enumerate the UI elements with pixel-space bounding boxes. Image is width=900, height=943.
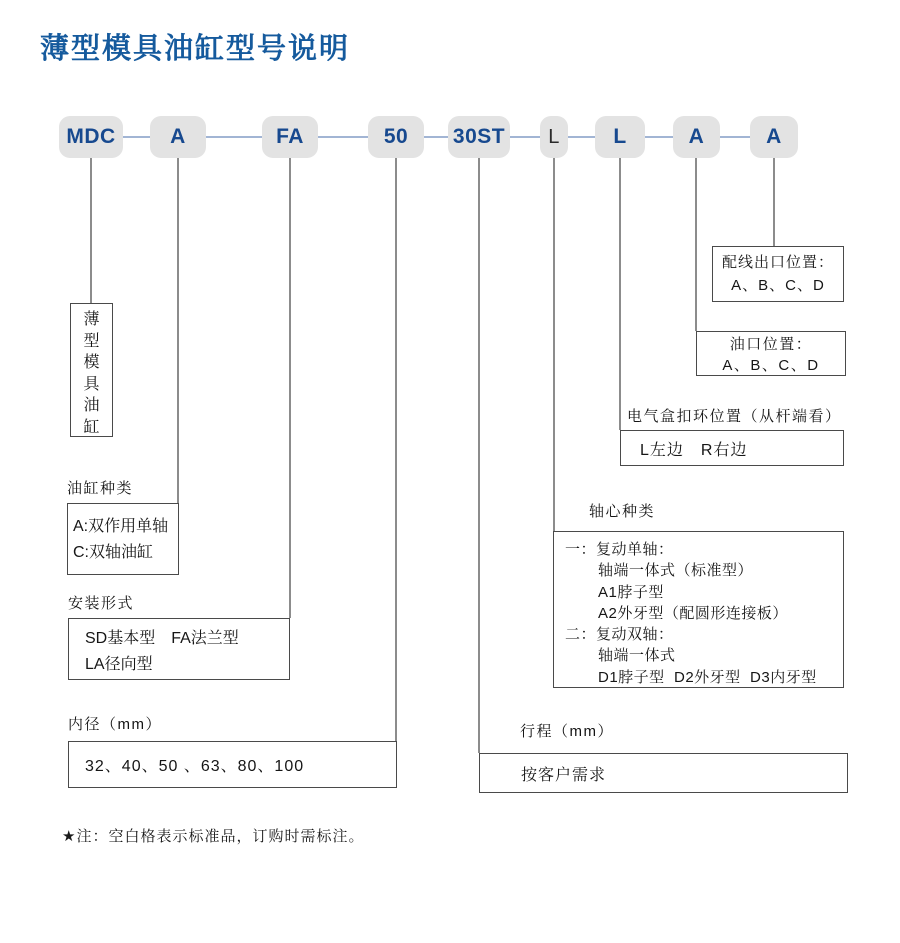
- shaft-label: 轴心种类: [589, 503, 656, 520]
- shaft-option: 一：复动单轴：: [565, 541, 674, 558]
- code-box-series: MDC: [59, 116, 123, 158]
- code-box-bore: 50: [368, 116, 424, 158]
- drop-line-mount: [289, 158, 291, 618]
- drop-line-stroke: [478, 158, 480, 753]
- shaft-option: A1脖子型: [598, 583, 664, 601]
- drop-line-cylinder-kind: [177, 158, 179, 503]
- bore-values: 32、40、50 、63、80、100: [85, 758, 305, 775]
- port-position-options: A、B、C、D: [722, 357, 820, 374]
- stroke-value: 按客户需求: [521, 766, 607, 784]
- shaft-option: 二：复动双轴：: [565, 626, 674, 644]
- mount-option: LA径向型: [85, 656, 153, 673]
- shaft-option: 轴端一体式: [598, 647, 676, 665]
- port-position-title: 油口位置：: [729, 336, 813, 353]
- code-box-port-position: A: [673, 116, 720, 158]
- cylinder-kind-option: A:双作用单轴: [73, 518, 169, 535]
- bore-label: 内径（mm）: [68, 716, 162, 733]
- wire-outlet-box: [712, 246, 844, 302]
- stroke-box: [479, 753, 848, 793]
- drop-line-ring-position: [619, 158, 621, 430]
- series-description-box: [70, 303, 113, 437]
- drop-line-bore: [395, 158, 397, 741]
- drop-line-port-position: [695, 158, 697, 331]
- footnote: ★注：空白格表示标准品，订购时需标注。: [62, 828, 365, 845]
- shaft-option: 轴端一体式（标准型）: [598, 562, 754, 580]
- shaft-box: [553, 531, 844, 688]
- shaft-option: D1脖子型 D2外牙型 D3内牙型: [598, 668, 817, 686]
- port-position-box: [696, 331, 846, 376]
- drop-line-series: [90, 158, 92, 303]
- code-box-stroke: 30ST: [448, 116, 510, 158]
- mount-box: [68, 618, 290, 680]
- cylinder-kind-label: 油缸种类: [67, 480, 134, 497]
- shaft-option: A2外牙型（配圆形连接板）: [598, 604, 788, 622]
- code-box-wire-outlet: A: [750, 116, 798, 158]
- drop-line-shaft: [553, 158, 555, 531]
- wire-outlet-title: 配线出口位置：: [721, 254, 834, 271]
- ring-position-label: 电气盒扣环位置（从杆端看）: [627, 408, 842, 425]
- ring-position-box: [620, 430, 844, 466]
- mount-option: SD基本型 FA法兰型: [85, 630, 239, 647]
- code-box-cylinder-kind: A: [150, 116, 206, 158]
- series-vertical-text: 薄型模具油缸: [83, 311, 100, 436]
- ring-position-options: L左边 R右边: [640, 441, 748, 459]
- cylinder-kind-option: C:双轴油缸: [73, 544, 154, 561]
- drop-line-wire-outlet: [773, 158, 775, 246]
- wire-outlet-options: A、B、C、D: [731, 277, 825, 294]
- bore-box: [68, 741, 397, 788]
- page-title: 薄型模具油缸型号说明: [40, 33, 351, 65]
- cylinder-kind-box: [67, 503, 179, 575]
- code-box-ring-position: L: [595, 116, 645, 158]
- code-box-mount: FA: [262, 116, 318, 158]
- code-box-shaft: L: [540, 116, 568, 158]
- mount-label: 安装形式: [68, 595, 135, 612]
- stroke-label: 行程（mm）: [520, 723, 614, 740]
